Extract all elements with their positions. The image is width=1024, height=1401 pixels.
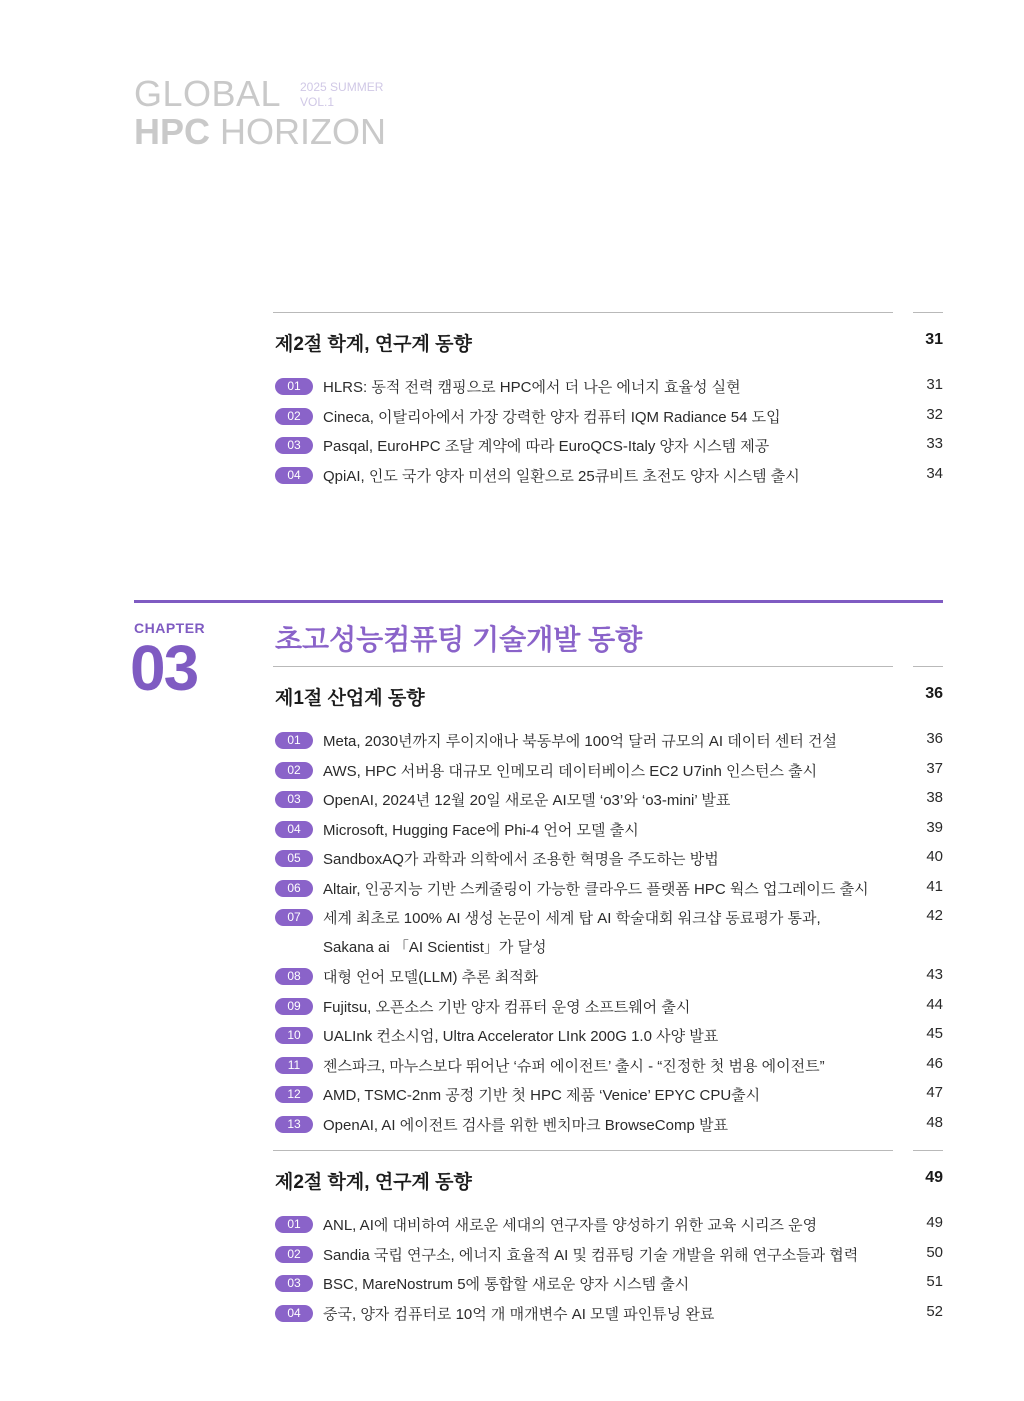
section-page-number: 31 xyxy=(925,331,943,348)
toc-section-industry xyxy=(273,666,943,1146)
chapter-number: 03 xyxy=(130,632,198,704)
item-title: BSC, MareNostrum 5에 통합할 새로운 양자 시스템 출시 xyxy=(323,1276,690,1293)
item-title: Pasqal, EuroHPC 조달 계약에 따라 EuroQCS-Italy 양자 시스템 제공 xyxy=(323,438,770,455)
logo-line-2: HPC HORIZON xyxy=(134,111,387,152)
toc-item[interactable] xyxy=(273,434,943,456)
item-number-badge: 06 xyxy=(275,880,313,897)
toc-item[interactable] xyxy=(273,1302,943,1324)
section-divider xyxy=(273,666,893,667)
item-number-badge: 08 xyxy=(275,968,313,985)
item-page-number: 42 xyxy=(926,907,943,924)
item-title: HLRS: 동적 전력 캠핑으로 HPC에서 더 나은 에너지 효율성 실현 xyxy=(323,379,741,396)
item-page-number: 43 xyxy=(926,966,943,983)
item-number-badge: 13 xyxy=(275,1116,313,1133)
item-number-badge: 03 xyxy=(275,437,313,454)
item-page-number: 48 xyxy=(926,1113,943,1131)
item-number-badge: 03 xyxy=(275,791,313,808)
toc-item[interactable] xyxy=(273,906,943,956)
toc-item[interactable] xyxy=(273,1272,943,1294)
toc-item[interactable] xyxy=(273,1213,943,1235)
section-divider xyxy=(273,312,893,313)
toc-item[interactable] xyxy=(273,405,943,427)
toc-section-academic-ch2 xyxy=(273,312,943,492)
item-page-number: 44 xyxy=(926,995,943,1013)
issue-info xyxy=(300,80,383,110)
item-page-number: 49 xyxy=(926,1214,943,1231)
item-number-badge: 09 xyxy=(275,998,313,1015)
toc-item[interactable] xyxy=(273,1243,943,1265)
item-number-badge: 04 xyxy=(275,1305,313,1322)
item-number-badge: 01 xyxy=(275,1216,313,1233)
item-title: AWS, HPC 서버용 대규모 인메모리 데이터베이스 EC2 U7inh 인스턴스 출시 xyxy=(323,762,818,780)
item-page-number: 38 xyxy=(926,789,943,806)
item-page-number: 39 xyxy=(926,818,943,836)
item-number-badge: 10 xyxy=(275,1027,313,1044)
item-number-badge: 02 xyxy=(275,1246,313,1263)
item-page-number: 52 xyxy=(926,1302,943,1320)
toc-item[interactable] xyxy=(273,375,943,397)
item-page-number: 32 xyxy=(926,405,943,423)
item-title: 대형 언어 모델(LLM) 추론 최적화 xyxy=(323,969,539,986)
item-number-badge: 02 xyxy=(275,408,313,425)
toc-item[interactable] xyxy=(273,847,943,869)
issue-volume: VOL.1 xyxy=(300,95,335,109)
toc-item[interactable] xyxy=(273,1054,943,1076)
item-number-badge: 03 xyxy=(275,1275,313,1292)
toc-item[interactable] xyxy=(273,877,943,899)
issue-season: 2025 SUMMER xyxy=(300,80,384,94)
item-title: Sandia 국립 연구소, 에너지 효율적 AI 및 컴퓨팅 기술 개발을 위해 연구소들과 협력 xyxy=(323,1246,859,1264)
item-title: 세계 최초로 100% AI 생성 논문이 세계 탑 AI 학술대회 워크샵 동료평가 통과, xyxy=(323,910,821,927)
item-number-badge: 05 xyxy=(275,850,313,867)
item-title: Microsoft, Hugging Face에 Phi-4 언어 모델 출시 xyxy=(323,821,639,839)
item-title: QpiAI, 인도 국가 양자 미션의 일환으로 25큐비트 초전도 양자 시스템 출시 xyxy=(323,467,800,485)
section-title: 제2절 학계, 연구계 동향 xyxy=(275,334,472,355)
item-page-number: 41 xyxy=(926,877,943,895)
toc-item[interactable] xyxy=(273,464,943,486)
section-divider-short xyxy=(913,666,943,667)
item-title: Meta, 2030년까지 루이지애나 북동부에 100억 달러 규모의 AI 데이터 센터 건설 xyxy=(323,733,838,750)
item-page-number: 34 xyxy=(926,464,943,482)
section-title: 제1절 산업계 동향 xyxy=(275,688,425,709)
chapter-title: 초고성능컴퓨팅 기술개발 동향 xyxy=(275,624,643,655)
section-divider-short xyxy=(913,312,943,313)
section-page-number: 36 xyxy=(925,685,943,702)
item-title: AMD, TSMC-2nm 공정 기반 첫 HPC 제품 ‘Venice’ EPYC CPU출시 xyxy=(323,1087,761,1104)
item-page-number: 33 xyxy=(926,435,943,452)
toc-item[interactable] xyxy=(273,1083,943,1105)
toc-item[interactable] xyxy=(273,788,943,810)
item-title: UALInk 컨소시엄, Ultra Accelerator LInk 200G 1.0 사양 발표 xyxy=(323,1028,719,1045)
item-number-badge: 01 xyxy=(275,378,313,395)
item-title-continued: Sakana ai 「AI Scientist」가 달성 xyxy=(323,939,547,956)
toc-item[interactable] xyxy=(273,1113,943,1135)
item-page-number: 51 xyxy=(926,1273,943,1290)
item-title: OpenAI, 2024년 12월 20일 새로운 AI모델 ‘o3’와 ‘o3-mini’ 발표 xyxy=(323,792,731,809)
logo-line-1: GLOBAL xyxy=(134,73,282,114)
item-number-badge: 07 xyxy=(275,909,313,926)
item-title: 젠스파크, 마누스보다 뛰어난 ‘슈퍼 에이전트’ 출시 - “진정한 첫 범용 에이전트” xyxy=(323,1057,825,1075)
item-page-number: 46 xyxy=(926,1054,943,1072)
item-title: Cineca, 이탈리아에서 가장 강력한 양자 컴퓨터 IQM Radiance 54 도입 xyxy=(323,408,781,426)
chapter-label: CHAPTER xyxy=(134,620,206,636)
item-page-number: 47 xyxy=(926,1084,943,1101)
toc-item[interactable] xyxy=(273,965,943,987)
item-number-badge: 04 xyxy=(275,467,313,484)
item-title: Altair, 인공지능 기반 스케줄링이 가능한 클라우드 플랫폼 HPC 웍스 업그레이드 출시 xyxy=(323,880,869,898)
item-title: SandboxAQ가 과학과 의학에서 조용한 혁명을 주도하는 방법 xyxy=(323,851,719,868)
section-page-number: 49 xyxy=(925,1169,943,1186)
item-number-badge: 12 xyxy=(275,1086,313,1103)
item-page-number: 50 xyxy=(926,1243,943,1261)
item-page-number: 45 xyxy=(926,1025,943,1042)
item-number-badge: 04 xyxy=(275,821,313,838)
item-title: Fujitsu, 오픈소스 기반 양자 컴퓨터 운영 소프트웨어 출시 xyxy=(323,998,691,1016)
toc-item[interactable] xyxy=(273,729,943,751)
toc-item[interactable] xyxy=(273,759,943,781)
toc-item[interactable] xyxy=(273,818,943,840)
item-title: OpenAI, AI 에이전트 검사를 위한 벤치마크 BrowseComp 발표 xyxy=(323,1116,728,1134)
item-page-number: 37 xyxy=(926,759,943,777)
item-title: 중국, 양자 컴퓨터로 10억 개 매개변수 AI 모델 파인튜닝 완료 xyxy=(323,1305,715,1323)
item-page-number: 36 xyxy=(926,730,943,747)
item-number-badge: 11 xyxy=(275,1057,313,1074)
chapter-divider xyxy=(134,600,943,603)
item-page-number: 31 xyxy=(926,376,943,393)
section-divider xyxy=(273,1150,893,1151)
toc-section-academic-ch3 xyxy=(273,1150,943,1330)
item-title: ANL, AI에 대비하여 새로운 세대의 연구자를 양성하기 위한 교육 시리즈 운영 xyxy=(323,1217,818,1234)
item-number-badge: 01 xyxy=(275,732,313,749)
section-divider-short xyxy=(913,1150,943,1151)
section-title: 제2절 학계, 연구계 동향 xyxy=(275,1172,472,1193)
toc-item[interactable] xyxy=(273,995,943,1017)
item-number-badge: 02 xyxy=(275,762,313,779)
toc-item[interactable] xyxy=(273,1024,943,1046)
item-page-number: 40 xyxy=(926,848,943,865)
